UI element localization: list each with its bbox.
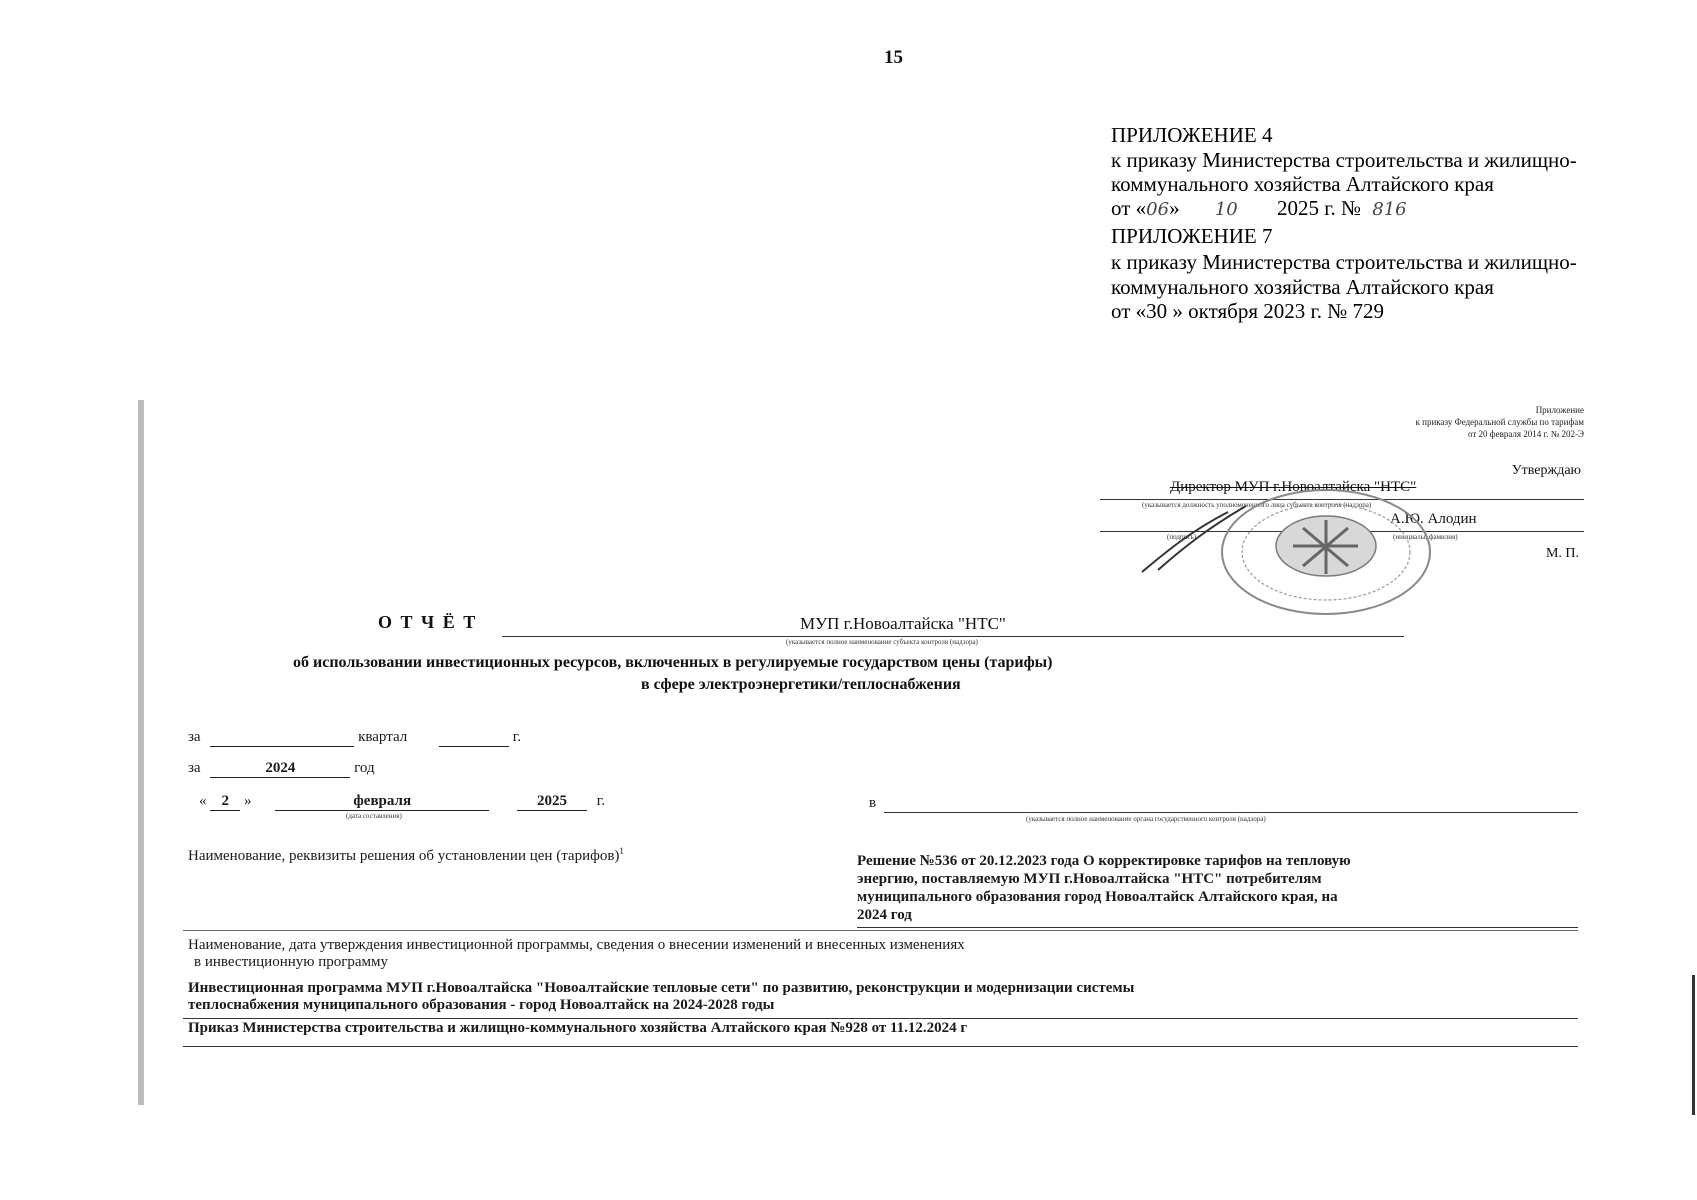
signature-mark [1138,500,1258,580]
scan-edge-right [1692,975,1695,1115]
program-label1: Наименование, дата утверждения инвестиционной программы, сведения о внесении изменений и внесенных изменениях [188,937,965,953]
order-text: Приказ Министерства строительства и жилищно-коммунального хозяйства Алтайского края №928 от 11.12.2024 г [188,1020,968,1036]
appendix7-line3: от «30 » октября 2023 г. № 729 [1111,299,1385,323]
day-field: 2 [210,793,240,811]
za-label-2: за [188,760,201,776]
appendix4-day-handwritten: 06 [1146,199,1170,220]
order-underline [183,1046,1578,1047]
decision-line4: 2024 год [857,907,912,923]
appendix7-title: ПРИЛОЖЕНИЕ 7 [1111,224,1273,248]
program-label2: в инвестиционную программу [194,954,389,970]
entity-underline [502,636,1404,637]
organ-caption: (указывается полное наименование органа государственного контроля (надзора) [1026,815,1266,823]
stamp-place: М. П. [1545,546,1579,561]
quarter-year-suffix: г. [512,729,521,745]
quarter-year-field [439,729,509,747]
name-caption: (инициалы, фамилия) [1393,533,1458,541]
program-underline [183,1018,1578,1019]
date-caption: (дата составления) [346,812,402,820]
entity-caption: (указывается полное наименование субъекта контроля (надзора) [786,638,978,646]
quote-close: » [244,793,252,809]
report-word: О Т Ч Ё Т [378,612,478,632]
decision-label-text: Наименование, реквизиты решения об установлении цен (тарифов) [188,848,620,864]
program-divider [183,930,1578,931]
decision-footnote: 1 [619,846,624,856]
decision-underline [857,927,1578,928]
appendix4-date-prefix: от « [1111,196,1147,220]
appendix4-title: ПРИЛОЖЕНИЕ 4 [1111,123,1273,147]
approve-word: Утверждаю [1511,463,1581,478]
appendix4-date-line [1111,197,1407,221]
position-caption: (указывается должность уполномоченного лица субъекта контроля (надзора) [1142,501,1372,509]
year-row [188,760,375,778]
fst-annex-line1: Приложение [1535,405,1584,415]
quarter-row [188,729,521,747]
v-label: в [869,795,877,811]
approval-position: Директор МУП г.Новоалтайска "НТС" [1170,479,1417,495]
quarter-label: квартал [358,729,408,745]
fst-annex-line3: от 20 февраля 2014 г. № 202-Э [1467,429,1584,439]
program-value2: теплоснабжения муниципального образования - город Новоалтайск на 2024-2028 годы [188,997,775,1013]
appendix4-line2: коммунального хозяйства Алтайского края [1111,172,1494,196]
appendix4-number-handwritten: 816 [1372,199,1407,220]
decision-line1: Решение №536 от 20.12.2023 года О корректировке тарифов на тепловую [857,853,1351,869]
quote-open: « [199,793,207,809]
quarter-field [210,729,354,747]
decision-label [188,846,624,865]
report-subtitle1: об использовании инвестиционных ресурсов, включенных в регулируемые государством цены (тарифы) [293,654,1053,671]
appendix4-year-text: 2025 г. № [1276,196,1361,220]
month-field: февраля [275,793,489,811]
program-value1: Инвестиционная программа МУП г.Новоалтайска "Новоалтайские тепловые сети" по развитию, реконструкции и модернизации системы [188,980,1135,996]
appendix4-line1: к приказу Министерства строительства и жилищно- [1111,148,1577,172]
decision-line3: муниципального образования город Новоалтайск Алтайского края, на [857,889,1338,905]
comp-year-field: 2025 [517,793,587,811]
scan-edge [138,400,144,1105]
year-label: год [354,760,375,776]
date-row [199,793,605,811]
fst-annex-line2: к приказу Федеральной службы по тарифам [1415,417,1584,427]
appendix4-month-handwritten: 10 [1214,199,1238,220]
appendix4-day-suffix: » [1169,196,1180,220]
za-label-1: за [188,729,201,745]
g-label: г. [596,793,605,809]
year-field: 2024 [210,760,350,778]
signature-caption: (подпись) [1167,533,1197,541]
approval-name: А.Ю. Алодин [1390,511,1477,527]
page-number: 15 [884,47,903,68]
report-subtitle2: в сфере электроэнергетики/теплоснабжения [641,676,961,693]
decision-line2: энергию, поставляемую МУП г.Новоалтайска "НТС" потребителям [857,871,1322,887]
organ-underline [884,812,1578,813]
appendix7-line2: коммунального хозяйства Алтайского края [1111,275,1494,299]
report-entity: МУП г.Новоалтайска "НТС" [800,614,1006,633]
appendix7-line1: к приказу Министерства строительства и жилищно- [1111,250,1577,274]
